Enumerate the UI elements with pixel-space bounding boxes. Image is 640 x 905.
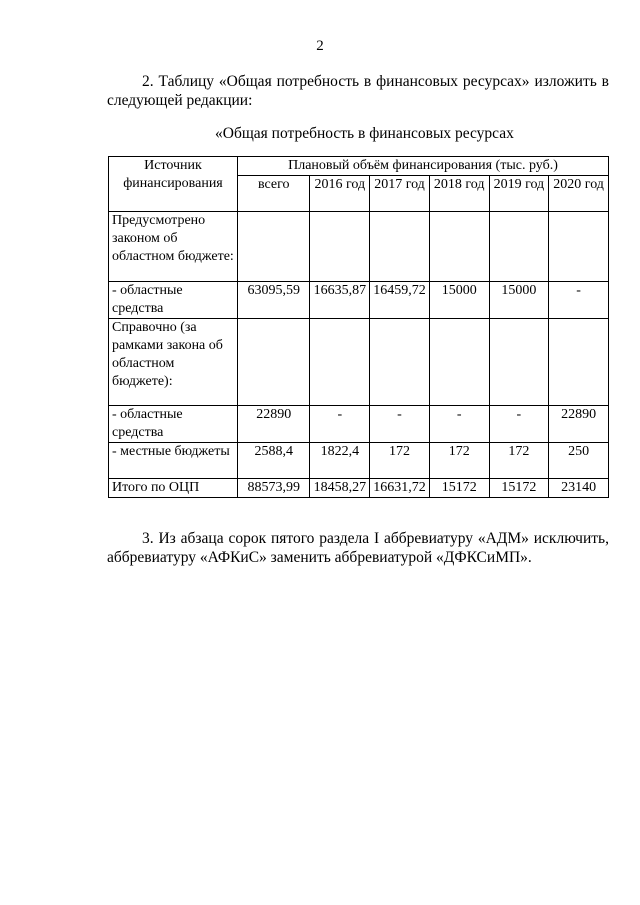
table-cell — [370, 319, 430, 406]
table-cell: 15000 — [429, 282, 489, 319]
table-cell: 63095,59 — [237, 282, 309, 319]
table-cell: 15000 — [489, 282, 549, 319]
table-cell: 172 — [429, 443, 489, 479]
column-header: 2019 год — [489, 176, 549, 212]
table-row — [109, 212, 609, 282]
header-plan: Плановый объём финансирования (тыс. руб.) — [237, 157, 608, 176]
row-label: Справочно (за рамками закона об областном бюджете): — [109, 319, 238, 406]
row-label: Итого по ОЦП — [109, 479, 238, 498]
table-cell: - — [549, 282, 609, 319]
table-cell: - — [370, 406, 430, 443]
table-cell: 172 — [370, 443, 430, 479]
table-row — [109, 319, 609, 406]
table-row — [109, 406, 609, 443]
row-label: Предусмотрено законом об областном бюджете: — [109, 212, 238, 282]
row-label: - местные бюджеты — [109, 443, 238, 479]
table-cell: 18458,27 — [310, 479, 370, 498]
table-cell: - — [310, 406, 370, 443]
table-cell — [549, 319, 609, 406]
paragraph-amendment-3: 3. Из абзаца сорок пятого раздела I аббревиатуру «АДМ» исключить, аббревиатуру «АФКиС» заменить аббревиатурой «ДФКСиМП». — [107, 530, 609, 566]
row-label: - областные средства — [109, 282, 238, 319]
financing-table — [108, 156, 609, 498]
table-cell: 15172 — [429, 479, 489, 498]
table-cell — [310, 212, 370, 282]
table-cell: 88573,99 — [237, 479, 309, 498]
table-caption: «Общая потребность в финансовых ресурсах — [215, 125, 514, 142]
column-header: 2020 год — [549, 176, 609, 212]
row-label: - областные средства — [109, 406, 238, 443]
table-cell — [429, 212, 489, 282]
table-cell: 1822,4 — [310, 443, 370, 479]
table-cell: 2588,4 — [237, 443, 309, 479]
paragraph-amendment-2: 2. Таблицу «Общая потребность в финансовых ресурсах» изложить в следующей редакции: — [107, 73, 609, 109]
table-cell — [237, 319, 309, 406]
column-header: 2018 год — [429, 176, 489, 212]
table-cell — [489, 319, 549, 406]
table-cell: - — [429, 406, 489, 443]
table-cell: - — [489, 406, 549, 443]
header-source: Источник финансирования — [109, 157, 238, 212]
table-cell: 23140 — [549, 479, 609, 498]
table-cell: 22890 — [237, 406, 309, 443]
table-cell — [310, 319, 370, 406]
table-cell — [370, 212, 430, 282]
table-header-row — [109, 157, 609, 176]
table-cell: 16635,87 — [310, 282, 370, 319]
table-cell: 16631,72 — [370, 479, 430, 498]
column-header: всего — [237, 176, 309, 212]
page-number: 2 — [316, 38, 324, 54]
column-header: 2017 год — [370, 176, 430, 212]
column-header: 2016 год — [310, 176, 370, 212]
table-cell — [549, 212, 609, 282]
table-total-row — [109, 479, 609, 498]
table-cell: 22890 — [549, 406, 609, 443]
table-cell: 250 — [549, 443, 609, 479]
table-row — [109, 282, 609, 319]
table-row — [109, 443, 609, 479]
table-cell — [489, 212, 549, 282]
table-cell: 15172 — [489, 479, 549, 498]
table-cell: 172 — [489, 443, 549, 479]
table-cell — [237, 212, 309, 282]
table-cell — [429, 319, 489, 406]
table-cell: 16459,72 — [370, 282, 430, 319]
